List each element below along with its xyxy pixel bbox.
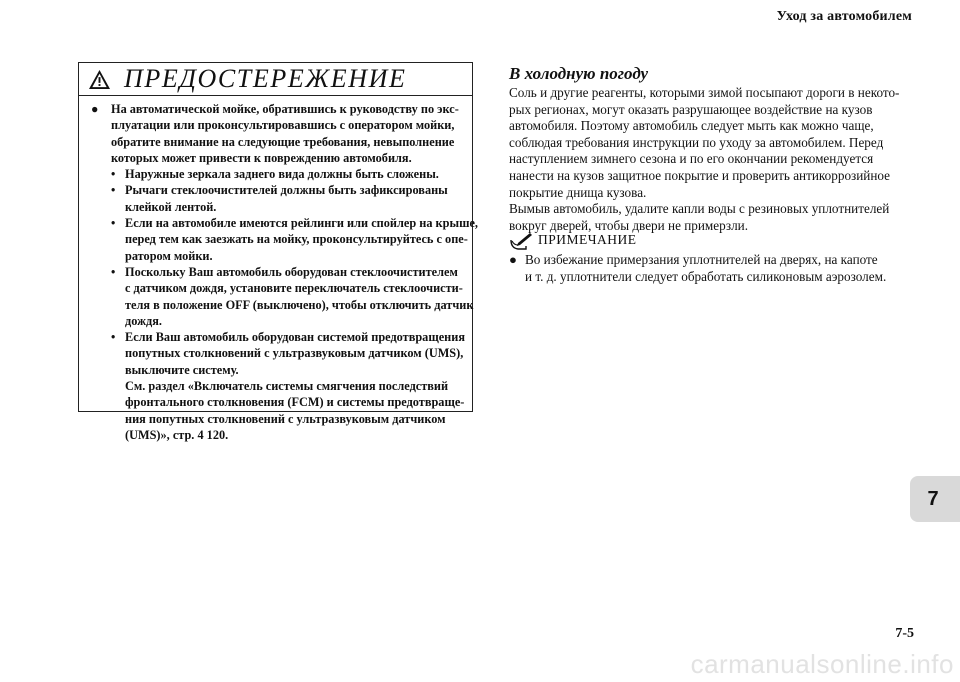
header-title: Уход за автомобилем: [776, 9, 912, 24]
warning-body: [91, 101, 478, 443]
bullet-icon: ●: [91, 102, 99, 116]
warning-line: [91, 166, 466, 182]
warning-line-text: фронтального столкновения (FCM) и системы предотвраще-: [125, 395, 465, 410]
warning-line-text: (UMS)», стр. 4 120.: [125, 427, 229, 442]
warning-line: [91, 411, 466, 427]
page-number: 7-5: [895, 626, 914, 641]
warning-line-text: Поскольку Ваш автомобиль оборудован стеклоочистителем: [125, 264, 458, 279]
warning-header: [79, 63, 472, 96]
note-line-text: Во избежание примерзания уплотнителей на дверях, на капоте: [525, 252, 878, 267]
bullet-icon: •: [111, 216, 116, 231]
warning-line: [91, 427, 466, 443]
warning-line: [91, 231, 466, 247]
note-line-text: и т. д. уплотнители следует обработать силиконовым аэрозолем.: [525, 268, 887, 284]
warning-line-text: теля в положение OFF (выключено), чтобы отключить датчик: [125, 297, 474, 312]
warning-line-text: Если на автомобиле имеются рейлинги или спойлер на крыше,: [125, 216, 478, 231]
warning-line: [91, 215, 478, 231]
section-title: В холодную погоду: [509, 64, 649, 83]
warning-line: [91, 117, 466, 133]
warning-line: [91, 101, 466, 117]
warning-line: [91, 248, 466, 264]
warning-line-text: ратором мойки.: [125, 248, 213, 263]
warning-line: [91, 182, 466, 198]
note-line: [509, 252, 909, 269]
warning-line-text: обратите внимание на следующие требования, невыполнение: [111, 134, 455, 149]
bullet-icon: •: [111, 264, 116, 279]
warning-line-text: плуатации или проконсультировавшись с оператором мойки,: [111, 118, 455, 133]
bullet-icon: •: [111, 183, 116, 198]
paragraph-line: покрытие днища кузова.: [509, 184, 647, 200]
warning-line-text: ния попутных столкновений с ультразвуковым датчиком: [125, 411, 446, 426]
paragraph-line: нанести на кузов защитное покрытие и проверить антикоррозийное: [509, 167, 891, 183]
warning-line-text: перед тем как заезжать на мойку, проконсультируйтесь с опе-: [125, 232, 468, 247]
paragraph-line: рых регионах, могут оказать разрушающее воздействие на кузов: [509, 101, 873, 117]
warning-line-text: которых может привести к повреждению автомобиля.: [111, 150, 412, 165]
warning-line-text: выключите систему.: [125, 362, 239, 377]
warning-title: ПРЕДОСТЕРЕЖЕНИЕ: [124, 64, 407, 93]
warning-line: [91, 313, 466, 329]
warning-line-text: с датчиком дождя, установите переключатель стеклоочисти-: [125, 281, 463, 296]
warning-line-text: попутных столкновений с ультразвуковым датчиком (UMS),: [125, 346, 464, 361]
warning-line-text: См. раздел «Включатель системы смягчения последствий: [125, 379, 449, 394]
warning-line: [91, 345, 466, 361]
warning-line: [91, 378, 466, 394]
warning-line-text: Если Ваш автомобиль оборудован системой предотвращения: [125, 330, 465, 345]
warning-line: [91, 199, 466, 215]
note-body: [509, 252, 909, 285]
note-label: ПРИМЕЧАНИЕ: [538, 232, 637, 247]
warning-line-text: На автоматической мойке, обратившись к руководству по экс-: [111, 102, 459, 116]
chapter-tab: 7: [910, 476, 960, 522]
warning-line: [91, 394, 466, 410]
warning-line: [91, 329, 466, 345]
paragraph-line: Соль и другие реагенты, которыми зимой посыпают дороги в некото-: [509, 85, 900, 100]
warning-line-text: клейкой лентой.: [125, 199, 217, 214]
warning-line: [91, 150, 466, 166]
warning-line-text: Рычаги стеклоочистителей должны быть зафиксированы: [125, 183, 448, 198]
paragraph-line: соблюдая требования инструкции по уходу за автомобилем. Перед: [509, 134, 884, 150]
paragraph-line: автомобиля. Поэтому автомобиль следует мыть как можно чаще,: [509, 118, 874, 134]
section-body: [509, 85, 909, 234]
note-line: [509, 269, 909, 286]
warning-line-text: Наружные зеркала заднего вида должны быть сложены.: [125, 167, 439, 182]
warning-line-text: дождя.: [125, 313, 162, 328]
paragraph-line: Вымыв автомобиль, удалите капли воды с резиновых уплотнителей: [509, 201, 890, 217]
warning-line: [91, 134, 466, 150]
paragraph-line: вокруг дверей, чтобы двери не примерзли.: [509, 217, 749, 233]
bullet-icon: •: [111, 167, 116, 182]
warning-line: [91, 280, 466, 296]
note-pen-icon: [509, 231, 533, 251]
warning-line: [91, 264, 466, 280]
bullet-icon: ●: [509, 252, 517, 267]
bullet-icon: •: [111, 330, 116, 345]
watermark: carmanualsonline.info: [690, 649, 954, 679]
paragraph-line: наступлением зимнего сезона и по его окончании рекомендуется: [509, 151, 874, 167]
warning-line: [91, 362, 466, 378]
warning-line: [91, 297, 474, 313]
warning-triangle-icon: [88, 69, 111, 90]
warning-box: [78, 62, 478, 442]
